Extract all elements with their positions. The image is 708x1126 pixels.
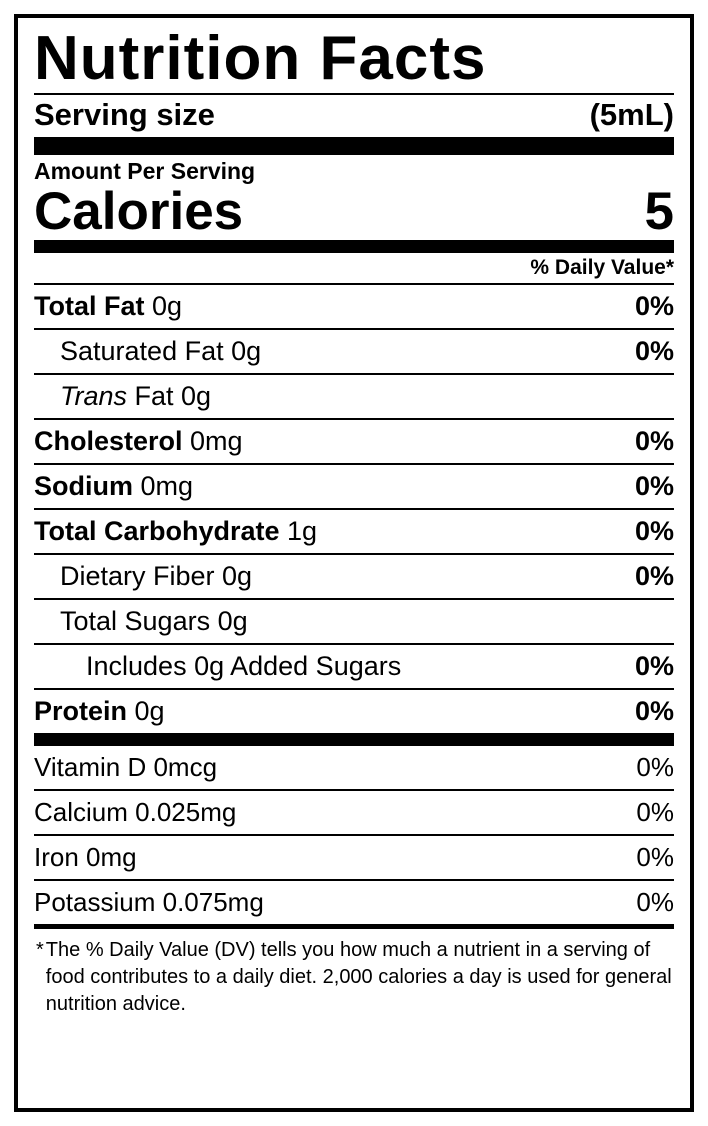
nutrient-amount: Saturated Fat 0g	[60, 336, 262, 367]
nutrient-percent: 0%	[634, 426, 674, 457]
table-row	[34, 690, 674, 733]
calories-row	[34, 182, 674, 242]
divider-thick-vitamins	[34, 733, 674, 746]
nutrient-amount: Total Sugars 0g	[60, 606, 248, 637]
nutrient-name	[60, 336, 261, 367]
vitamin-name: Iron 0mg	[34, 842, 137, 873]
calories-label: Calories	[34, 182, 244, 242]
vitamin-name: Potassium 0.075mg	[34, 887, 264, 918]
table-row	[34, 510, 674, 553]
vitamin-name: Vitamin D 0mcg	[34, 752, 218, 783]
nutrient-percent: 0%	[634, 336, 674, 367]
label-frame	[14, 14, 694, 1112]
vitamin-percent: 0%	[636, 752, 674, 783]
table-row	[34, 645, 674, 688]
nutrient-percent: 0%	[634, 471, 674, 502]
nutrient-name-bold: Total Carbohydrate	[34, 516, 280, 547]
vitamin-percent: 0%	[636, 842, 674, 873]
daily-value-header: % Daily Value*	[530, 256, 674, 280]
nutrient-list	[34, 285, 674, 733]
calories-value: 5	[644, 182, 674, 242]
table-row	[34, 836, 674, 879]
nutrient-name	[34, 291, 182, 322]
table-row	[34, 465, 674, 508]
nutrient-amount: Fat 0g	[134, 381, 212, 412]
nutrient-name	[60, 561, 252, 592]
amount-per-serving-label: Amount Per Serving	[34, 158, 256, 185]
divider-thick-calories	[34, 240, 674, 253]
table-row	[34, 791, 674, 834]
table-row	[34, 746, 674, 789]
table-row	[34, 375, 674, 418]
nutrient-name-bold: Total Fat	[34, 291, 145, 322]
nutrient-name	[60, 381, 211, 412]
nutrient-name-bold: Sodium	[34, 471, 133, 502]
nutrient-percent: 0%	[634, 291, 674, 322]
table-row	[34, 330, 674, 373]
table-row	[34, 285, 674, 328]
table-row	[34, 881, 674, 924]
serving-size-label: Serving size	[34, 97, 215, 133]
nutrient-amount: 1g	[279, 516, 318, 547]
nutrient-amount: 0g	[127, 696, 165, 727]
nutrient-name	[34, 426, 243, 457]
nutrient-name	[86, 651, 401, 682]
nutrient-name	[60, 606, 248, 637]
nutrient-name-bold: Cholesterol	[34, 426, 183, 457]
divider-thick-serving	[34, 137, 674, 155]
nutrient-name	[34, 516, 317, 547]
nutrient-percent: 0%	[634, 651, 674, 682]
nutrient-percent: 0%	[634, 696, 674, 727]
footnote-text: The % Daily Value (DV) tells you how much a nutrient in a serving of food contributes to a daily diet. 2,000 calories a day is used for general nutrition advice.	[45, 939, 672, 1016]
vitamin-name: Calcium 0.025mg	[34, 797, 237, 828]
nutrient-name	[34, 696, 165, 727]
table-row	[34, 600, 674, 643]
table-row	[34, 555, 674, 598]
nutrient-amount: 0g	[144, 291, 183, 322]
nutrient-name-italic: Trans	[60, 381, 128, 412]
nutrient-amount: 0mg	[182, 426, 243, 457]
nutrient-name	[34, 471, 193, 502]
nutrient-amount: 0mg	[133, 471, 194, 502]
table-row	[34, 420, 674, 463]
nutrient-percent: 0%	[634, 561, 674, 592]
nutrient-name-bold: Protein	[34, 696, 128, 727]
vitamin-percent: 0%	[636, 797, 674, 828]
serving-size-row	[34, 95, 674, 137]
vitamin-percent: 0%	[636, 887, 674, 918]
nutrient-percent: 0%	[634, 516, 674, 547]
footnote-star: *	[36, 939, 44, 962]
nutrient-amount: Includes 0g Added Sugars	[86, 651, 402, 682]
serving-size-value: (5mL)	[589, 97, 674, 133]
vitamin-list	[34, 746, 674, 924]
page-title: Nutrition Facts	[34, 24, 487, 93]
footnote	[34, 929, 674, 1018]
nutrient-amount: Dietary Fiber 0g	[60, 561, 253, 592]
